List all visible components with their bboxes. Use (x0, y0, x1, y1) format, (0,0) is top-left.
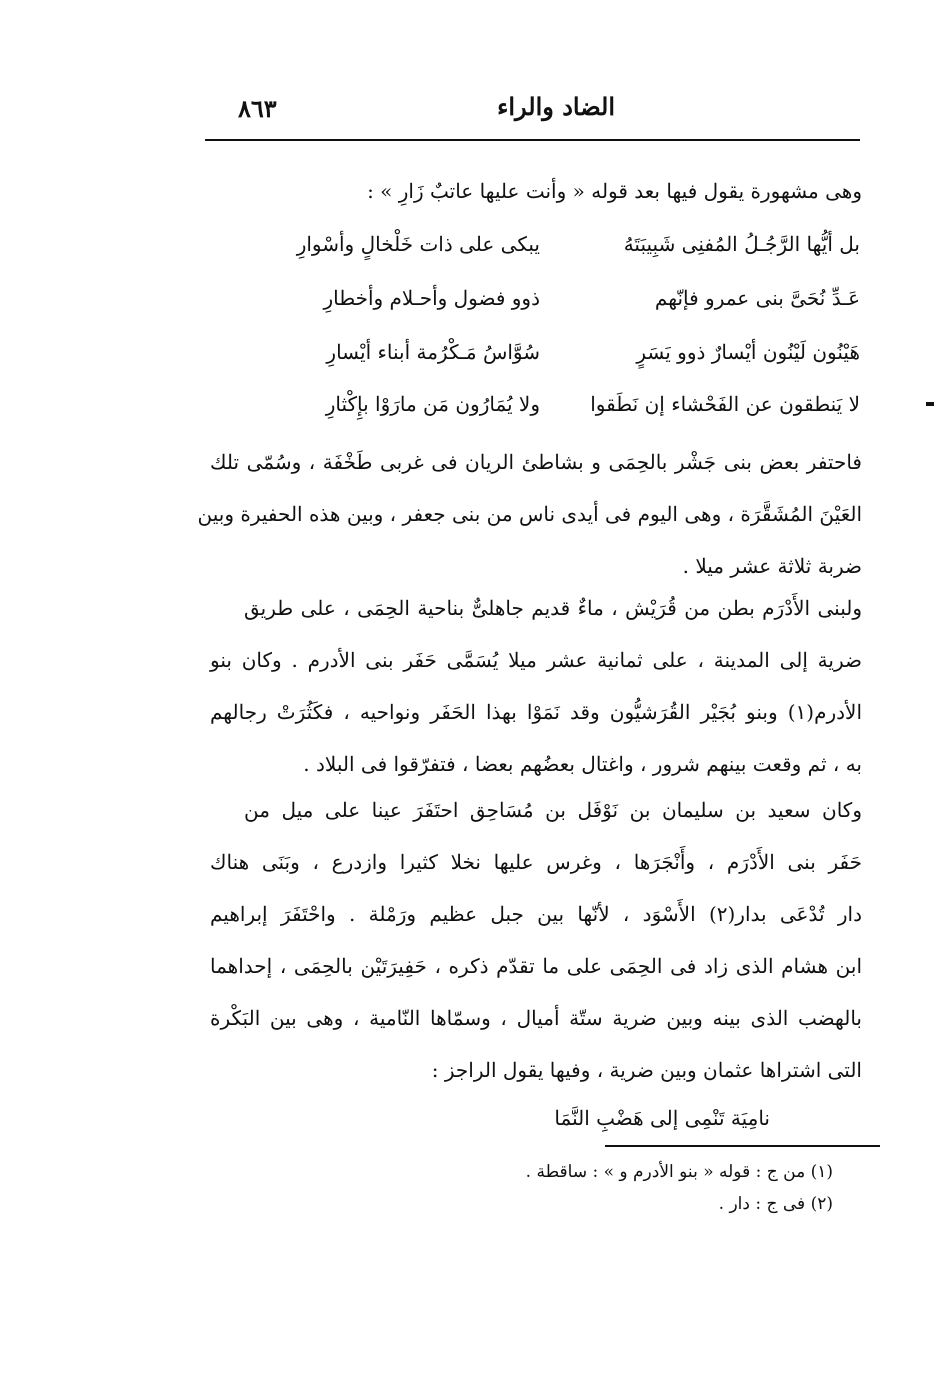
paragraph-line: فاحتفر بعض بنى جَشْر بالحِمَى و بشاطئ الريان فى غربى طَخْفَة ، وسُمّى تلك (210, 450, 862, 474)
footnote-1: (١) من ج : قوله « بنو الأدرم و » : ساقطة . (525, 1162, 833, 1182)
paragraph-line: التى اشتراها عثمان وبين ضرية ، وفيها يقول الراجز : (431, 1058, 862, 1082)
footnote-2: (٢) فى ج : دار . (718, 1194, 833, 1214)
page-title: الضاد والراء (497, 92, 615, 121)
paragraph-line: ضربة ثلاثة عشر ميلا . (682, 554, 862, 578)
verse-1-right: بل أيُّها الرَّجُـلُ المُفنِى شَبِيبَتَهُ (623, 232, 860, 256)
rajaz-verse: نامِيَة تَنْمِى إلى هَضْبِ النَّمَا (554, 1106, 770, 1130)
paragraph-line: الأدرم(١) وبنو بُجَيْر القُرَشيُّون وقد نَمَوْا بهذا الحَفَر ونواحيه ، فكَثُرَتْ رجالهم (210, 700, 862, 724)
verse-1-left: يبكى على ذات خَلْخالٍ وأسْوارِ (296, 232, 540, 256)
paragraph-line: ولبنى الأَدْرَم بطن من قُرَيْش ، ماءٌ قديم جاهلىٌّ بناحية الحِمَى ، على طريق (244, 596, 862, 620)
paragraph-line: دار تُدْعَى بدار(٢) الأَسْوَد ، لأنّها بين جبل عظيم ورَمْلة . واحْتَفَرَ إبراهيم (210, 902, 862, 926)
verse-3-right: هَيْنُون لَيْنُون أيْسارٌ ذوو يَسَرٍ (636, 340, 860, 364)
paragraph-line: حَفَر بنى الأَدْرَم ، وأَنْجَرَها ، وغرس عليها نخلا كثيرا وازدرع ، وبَنَى هناك (210, 850, 862, 874)
header-rule (205, 139, 860, 141)
verse-3-left: سُوَّاسُ مَـكْرُمة أبناء أيْسارِ (326, 340, 540, 364)
paragraph-line: بالهضب الذى بينه وبين ضرية ستّة أميال ، وسمّاها النّامية ، وهى بين البَكْرة (210, 1006, 862, 1030)
paragraph-line: العَيْنَ المُشَقَّرَة ، وهى اليوم فى أيدى ناس من بنى جعفر ، وبين هذه الحفيرة وبين (197, 502, 862, 526)
paragraph-line: وكان سعيد بن سليمان بن نَوْفَل بن مُسَاحِق احتَفَرَ عينا على ميل من (244, 798, 862, 822)
paragraph-line: به ، ثم وقعت بينهم شرور ، واغتال بعضُهم بعضا ، فتفرّقوا فى البلاد . (303, 752, 862, 776)
paragraph-line: ضرية إلى المدينة ، على ثمانية عشر ميلا يُسَمَّى حَفَر بنى الأدرم . وكان بنو (210, 648, 862, 672)
verse-4-left: ولا يُمَارُون مَن مارَوْا بإِكْثارِ (325, 392, 540, 416)
verse-2-left: ذوو فضول وأحـلام وأخطارِ (323, 286, 540, 310)
intro-text: وهى مشهورة يقول فيها بعد قوله « وأنت عليها عاتبٌ زَارِ » : (367, 179, 862, 203)
margin-mark (926, 402, 934, 406)
page-number: ٨٦٣ (238, 94, 277, 123)
running-head (230, 92, 860, 132)
footnote-rule (605, 1145, 880, 1147)
verse-2-right: عَـدِّ نُحَىَّ بنى عمرو فإنّهم (654, 286, 860, 310)
paragraph-line: ابن هشام الذى زاد فى الحِمَى على ما تقدّم ذكره ، حَفِيرَتَيْن بالحِمَى ، إحداهما (210, 954, 862, 978)
verse-4-right: لا يَنطقون عن الفَحْشاء إن نَطَقوا (590, 392, 860, 416)
